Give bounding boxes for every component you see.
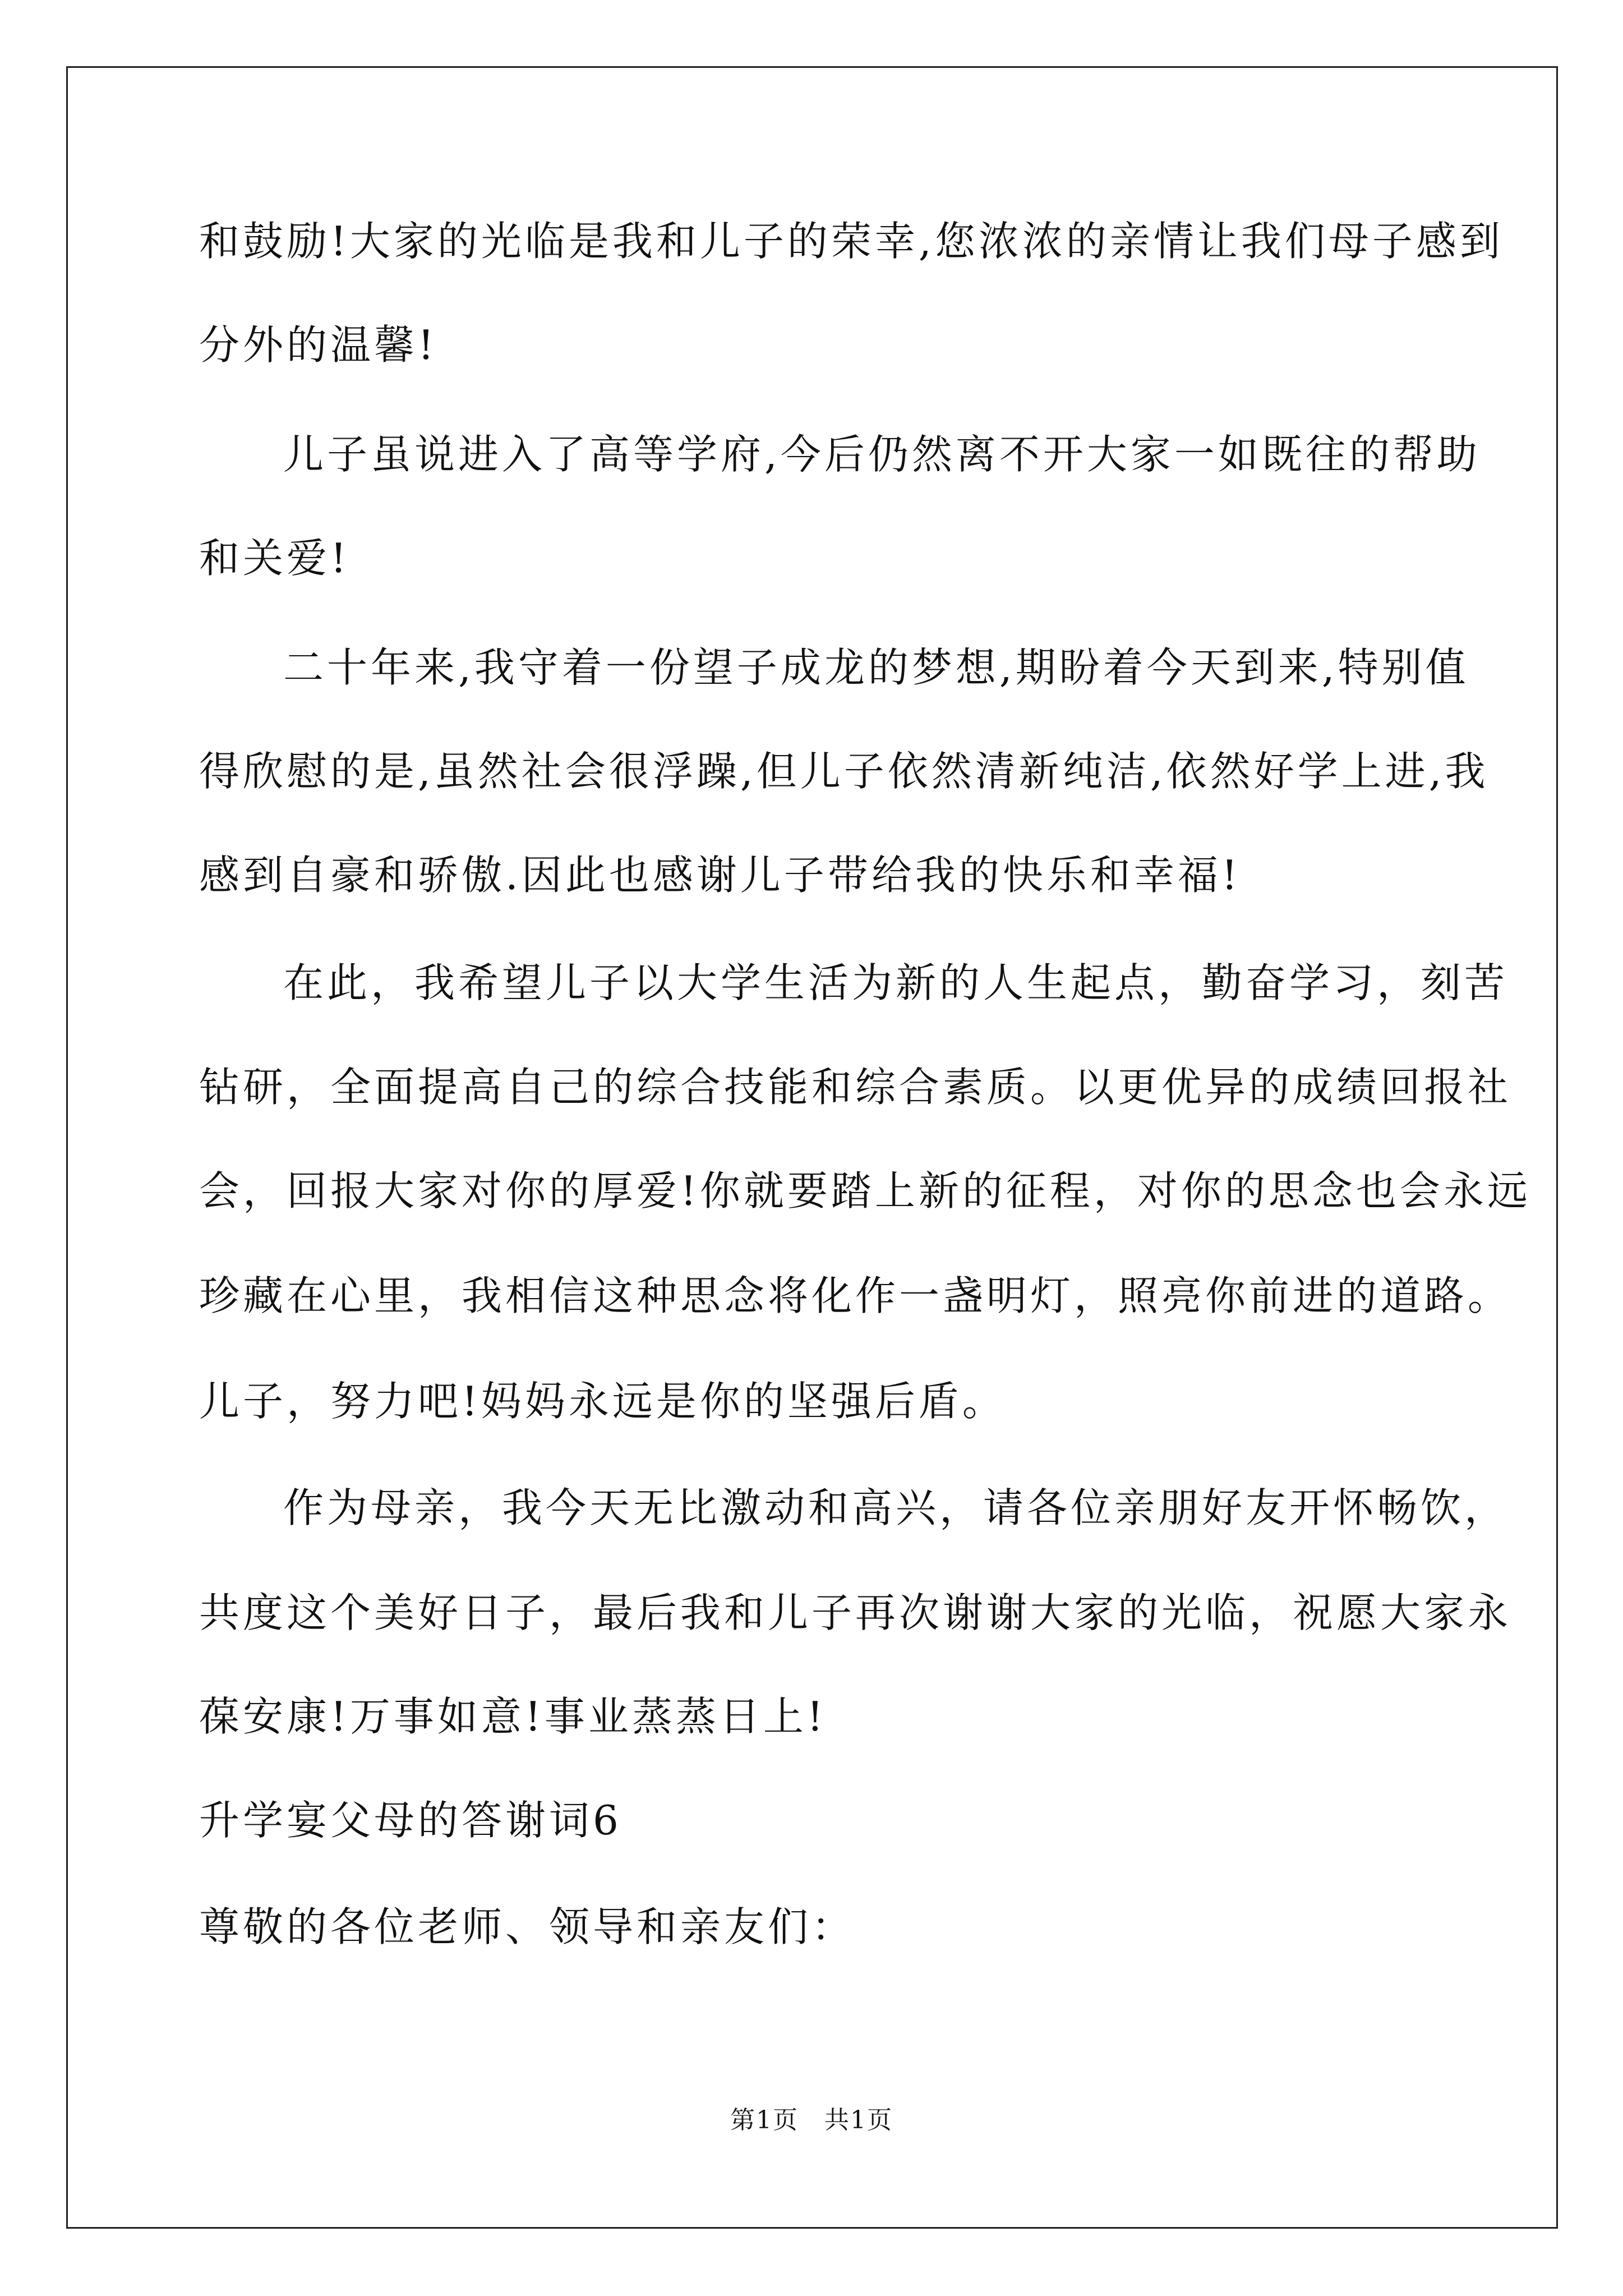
text-line: 葆安康!万事如意!事业蒸蒸日上! xyxy=(199,1693,827,1740)
text-line: 和鼓励!大家的光临是我和儿子的荣幸,您浓浓的亲情让我们母子感到 xyxy=(199,218,1504,265)
paragraph-line: 在此，我希望儿子以大学生活为新的人生起点，勤奋学习，刻苦 xyxy=(283,959,1509,1006)
paragraph-line: 作为母亲，我今天无比激动和高兴，请各位亲朋好友开怀畅饮， xyxy=(283,1484,1509,1531)
salutation: 尊敬的各位老师、领导和亲友们： xyxy=(199,1903,856,1950)
text-line: 和关爱! xyxy=(199,535,350,582)
text-line: 分外的温馨! xyxy=(199,321,437,369)
text-line: 会，回报大家对你的厚爱!你就要踏上新的征程，对你的思念也会永远 xyxy=(199,1167,1531,1214)
paragraph-line: 二十年来,我守着一份望子成龙的梦想,期盼着今天到来,特别值 xyxy=(283,644,1469,691)
text-line: 感到自豪和骄傲.因此也感谢儿子带给我的快乐和幸福! xyxy=(199,852,1241,899)
text-line: 儿子，努力吧!妈妈永远是你的坚强后盾。 xyxy=(199,1378,1006,1425)
page-indicator: 第1页 共1页 xyxy=(730,2106,893,2134)
text-line: 钻研，全面提高自己的综合技能和综合素质。以更优异的成绩回报社 xyxy=(199,1064,1512,1111)
section-heading: 升学宴父母的答谢词6 xyxy=(199,1797,622,1844)
text-line: 珍藏在心里，我相信这种思念将化作一盏明灯，照亮你前进的道路。 xyxy=(199,1272,1512,1319)
text-line: 共度这个美好日子，最后我和儿子再次谢谢大家的光临，祝愿大家永 xyxy=(199,1589,1512,1636)
text-line: 得欣慰的是,虽然社会很浮躁,但儿子依然清新纯洁,依然好学上进,我 xyxy=(199,748,1489,795)
paragraph-line: 儿子虽说进入了高等学府,今后仍然离不开大家一如既往的帮助 xyxy=(283,431,1481,478)
